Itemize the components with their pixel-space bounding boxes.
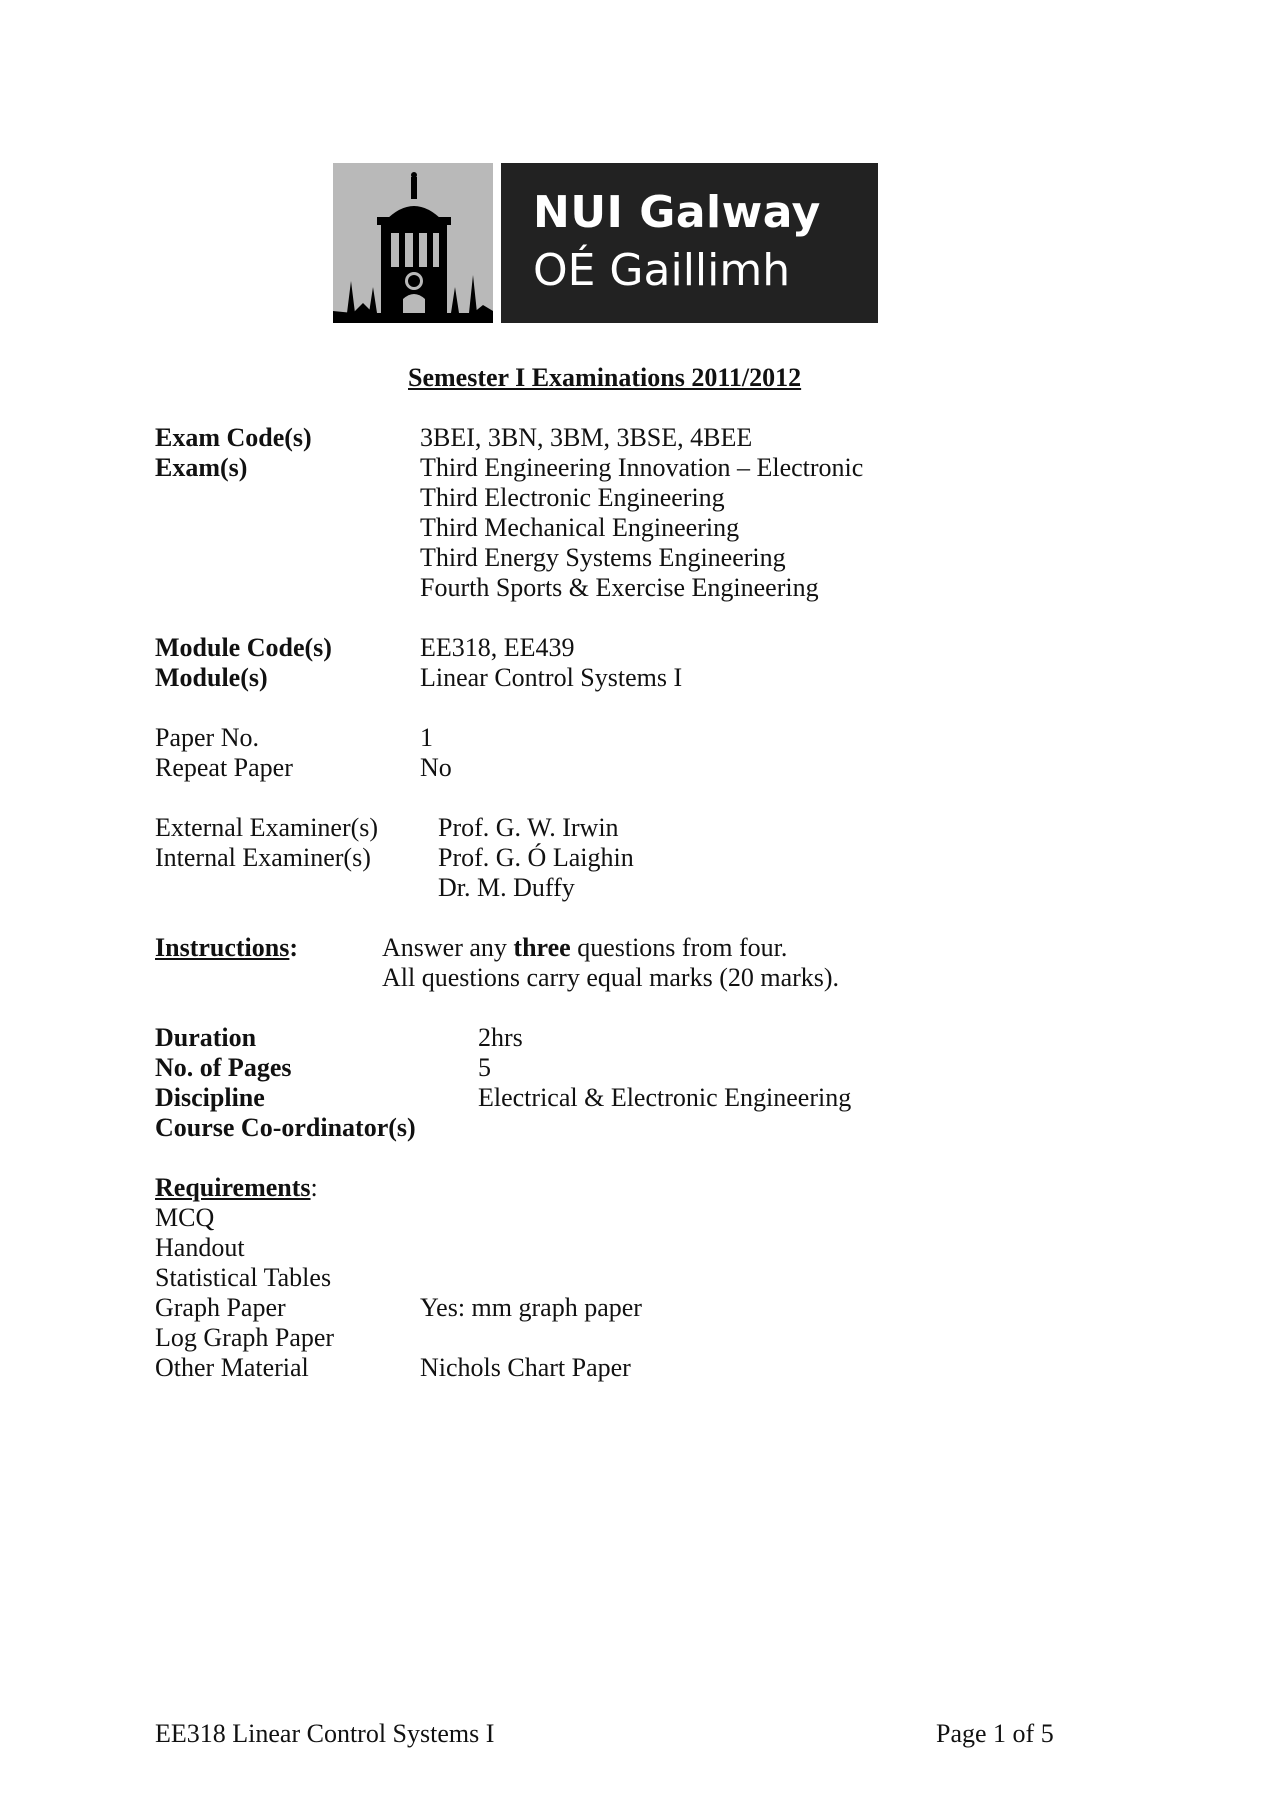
repeat-paper-value: No xyxy=(420,753,452,782)
footer-page-number: Page 1 of 5 xyxy=(936,1719,1054,1748)
module-name-value: Linear Control Systems I xyxy=(420,663,683,692)
requirement-label: Statistical Tables xyxy=(155,1263,332,1292)
instructions-line-1: Answer any three questions from four. xyxy=(382,933,788,962)
exam-item: Fourth Sports & Exercise Engineering xyxy=(420,573,819,602)
module-name-label: Module(s) xyxy=(155,663,268,692)
pages-value: 5 xyxy=(478,1053,491,1082)
university-logo xyxy=(333,163,878,323)
exam-item: Third Engineering Innovation – Electronic xyxy=(420,453,864,482)
external-examiner-value: Prof. G. W. Irwin xyxy=(438,813,619,842)
requirement-label: Other Material xyxy=(155,1353,309,1382)
requirement-value: Nichols Chart Paper xyxy=(420,1353,631,1382)
coordinator-label: Course Co-ordinator(s) xyxy=(155,1113,416,1142)
requirement-value: Yes: mm graph paper xyxy=(420,1293,642,1322)
logo-wordmark xyxy=(501,163,878,323)
requirements-label: Requirements: xyxy=(155,1173,318,1202)
requirement-label: Graph Paper xyxy=(155,1293,286,1322)
external-examiner-label: External Examiner(s) xyxy=(155,813,379,842)
duration-label: Duration xyxy=(155,1023,257,1052)
requirement-label: Log Graph Paper xyxy=(155,1323,335,1352)
page-title: Semester I Examinations 2011/2012 xyxy=(408,363,802,392)
internal-examiner-value: Dr. M. Duffy xyxy=(438,873,575,902)
paper-no-label: Paper No. xyxy=(155,723,259,752)
pages-label: No. of Pages xyxy=(155,1053,292,1082)
instructions-line-2: All questions carry equal marks (20 marks). xyxy=(382,963,840,992)
repeat-paper-label: Repeat Paper xyxy=(155,753,293,782)
module-code-value: EE318, EE439 xyxy=(420,633,575,662)
exam-item: Third Electronic Engineering xyxy=(420,483,725,512)
requirement-label: Handout xyxy=(155,1233,245,1262)
instructions-label: Instructions: xyxy=(155,933,299,962)
discipline-value: Electrical & Electronic Engineering xyxy=(478,1083,852,1112)
module-code-label: Module Code(s) xyxy=(155,633,332,662)
internal-examiner-value: Prof. G. Ó Laighin xyxy=(438,843,634,872)
exam-item: Third Mechanical Engineering xyxy=(420,513,740,542)
internal-examiner-label: Internal Examiner(s) xyxy=(155,843,371,872)
footer-module: EE318 Linear Control Systems I xyxy=(155,1719,495,1748)
paper-no-value: 1 xyxy=(420,723,433,752)
exams-label: Exam(s) xyxy=(155,453,248,482)
exam-code-value: 3BEI, 3BN, 3BM, 3BSE, 4BEE xyxy=(420,423,753,452)
requirement-label: MCQ xyxy=(155,1203,215,1232)
duration-value: 2hrs xyxy=(478,1023,523,1052)
clock-tower-icon xyxy=(333,163,493,323)
exam-code-label: Exam Code(s) xyxy=(155,423,312,452)
logo-line-2: OÉ Gaillimh xyxy=(533,245,791,296)
discipline-label: Discipline xyxy=(155,1083,265,1112)
logo-line-1: NUI Galway xyxy=(533,187,821,238)
exam-item: Third Energy Systems Engineering xyxy=(420,543,786,572)
